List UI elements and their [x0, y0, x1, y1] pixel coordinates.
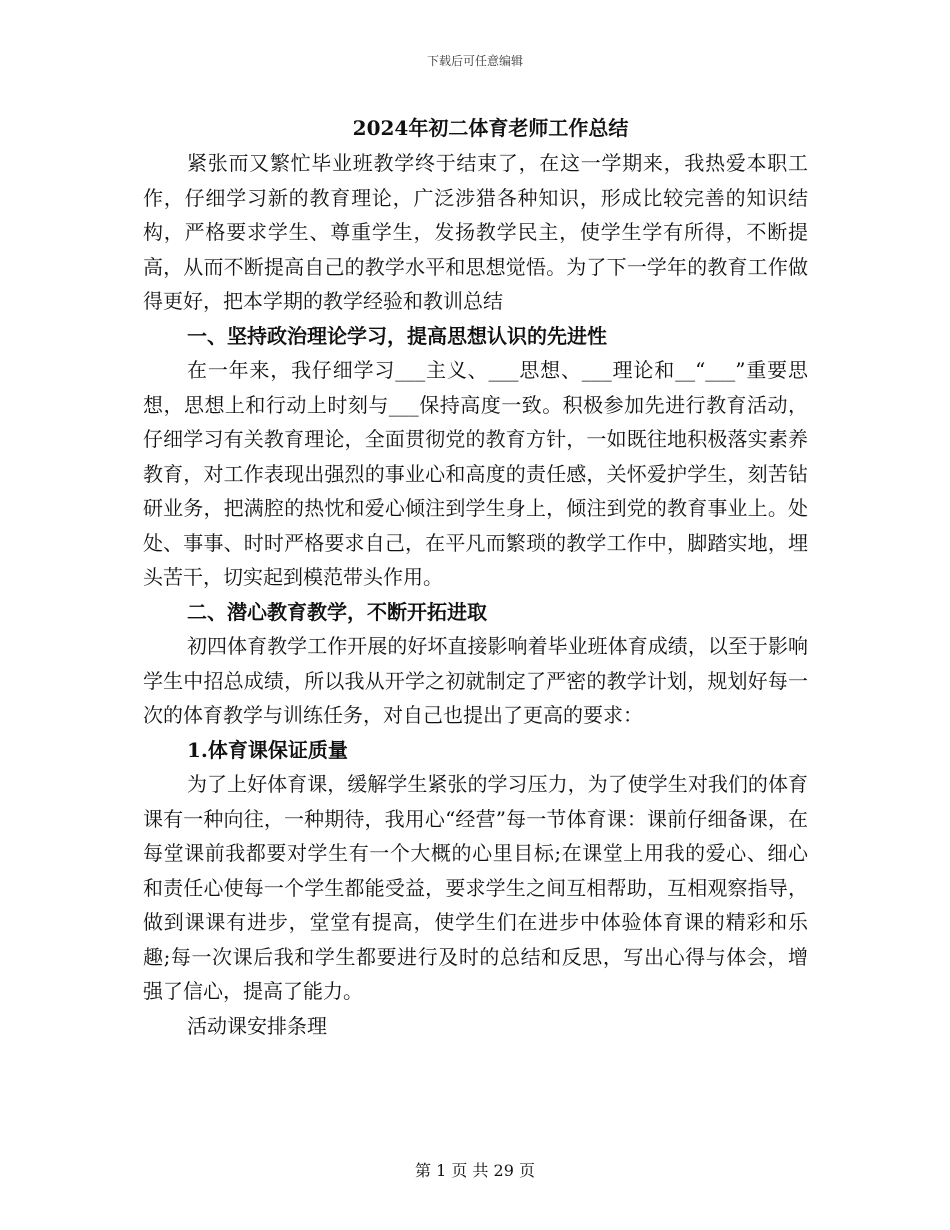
paragraph-activity-class: 活动课安排条理 [187, 1013, 327, 1038]
subsection-heading-1: 1.体育课保证质量 [187, 737, 348, 762]
paragraph-section-1: 在一年来，我仔细学习___主义、___思想、___理论和__“___”重要思想，思想上和行动上时刻与___保持高度一致。积极参加先进行教育活动，仔细学习有关教育理论，全面贯彻党的教育方针，一如既往地积极落实素养教育，对工作表现出强烈的事业心和高度的责任感，关怀爱护学生，刻苦钻研业务，把满腔的热忱和爱心倾注到学生身上，倾注到党的教育事业上。处处、事事、时时严格要求自己，在平凡而繁琐的教学工作中，脚踏实地，埋头苦干，切实起到模范带头作用。 [143, 358, 808, 589]
section-heading-2: 二、潜心教育教学，不断开拓进取 [187, 599, 487, 624]
document-body [143, 110, 808, 1043]
page-footer: 第 1 页 共 29 页 [415, 1161, 535, 1180]
paragraph-intro: 紧张而又繁忙毕业班教学终于结束了，在这一学期来，我热爱本职工作，仔细学习新的教育理论，广泛涉猎各种知识，形成比较完善的知识结构，严格要求学生、尊重学生，发扬教学民主，使学生学有所得，不断提高，从而不断提高自己的教学水平和思想觉悟。为了下一学年的教育工作做得更好，把本学期的教学经验和教训总结 [143, 151, 808, 313]
document-title: 2024年初二体育老师工作总结 [352, 116, 629, 140]
paragraph-subsection-1: 为了上好体育课，缓解学生紧张的学习压力，为了使学生对我们的体育课有一种向往，一种期待，我用心“经营”每一节体育课：课前仔细备课，在每堂课前我都要对学生有一个大概的心里目标;在课堂上用我的爱心、细心和责任心使每一个学生都能受益，要求学生之间互相帮助，互相观察指导，做到课课有进步，堂堂有提高，使学生们在进步中体验体育课的精彩和乐趣;每一次课后我和学生都要进行及时的总结和反思，写出心得与体会，增强了信心，提高了能力。 [143, 772, 808, 1003]
header-note: 下载后可任意编辑 [426, 54, 523, 68]
paragraph-section-2: 初四体育教学工作开展的好坏直接影响着毕业班体育成绩，以至于影响学生中招总成绩，所以我从开学之初就制定了严密的教学计划，规划好每一次的体育教学与训练任务，对自己也提出了更高的要求： [143, 634, 808, 727]
section-heading-1: 一、坚持政治理论学习，提高思想认识的先进性 [187, 323, 607, 348]
